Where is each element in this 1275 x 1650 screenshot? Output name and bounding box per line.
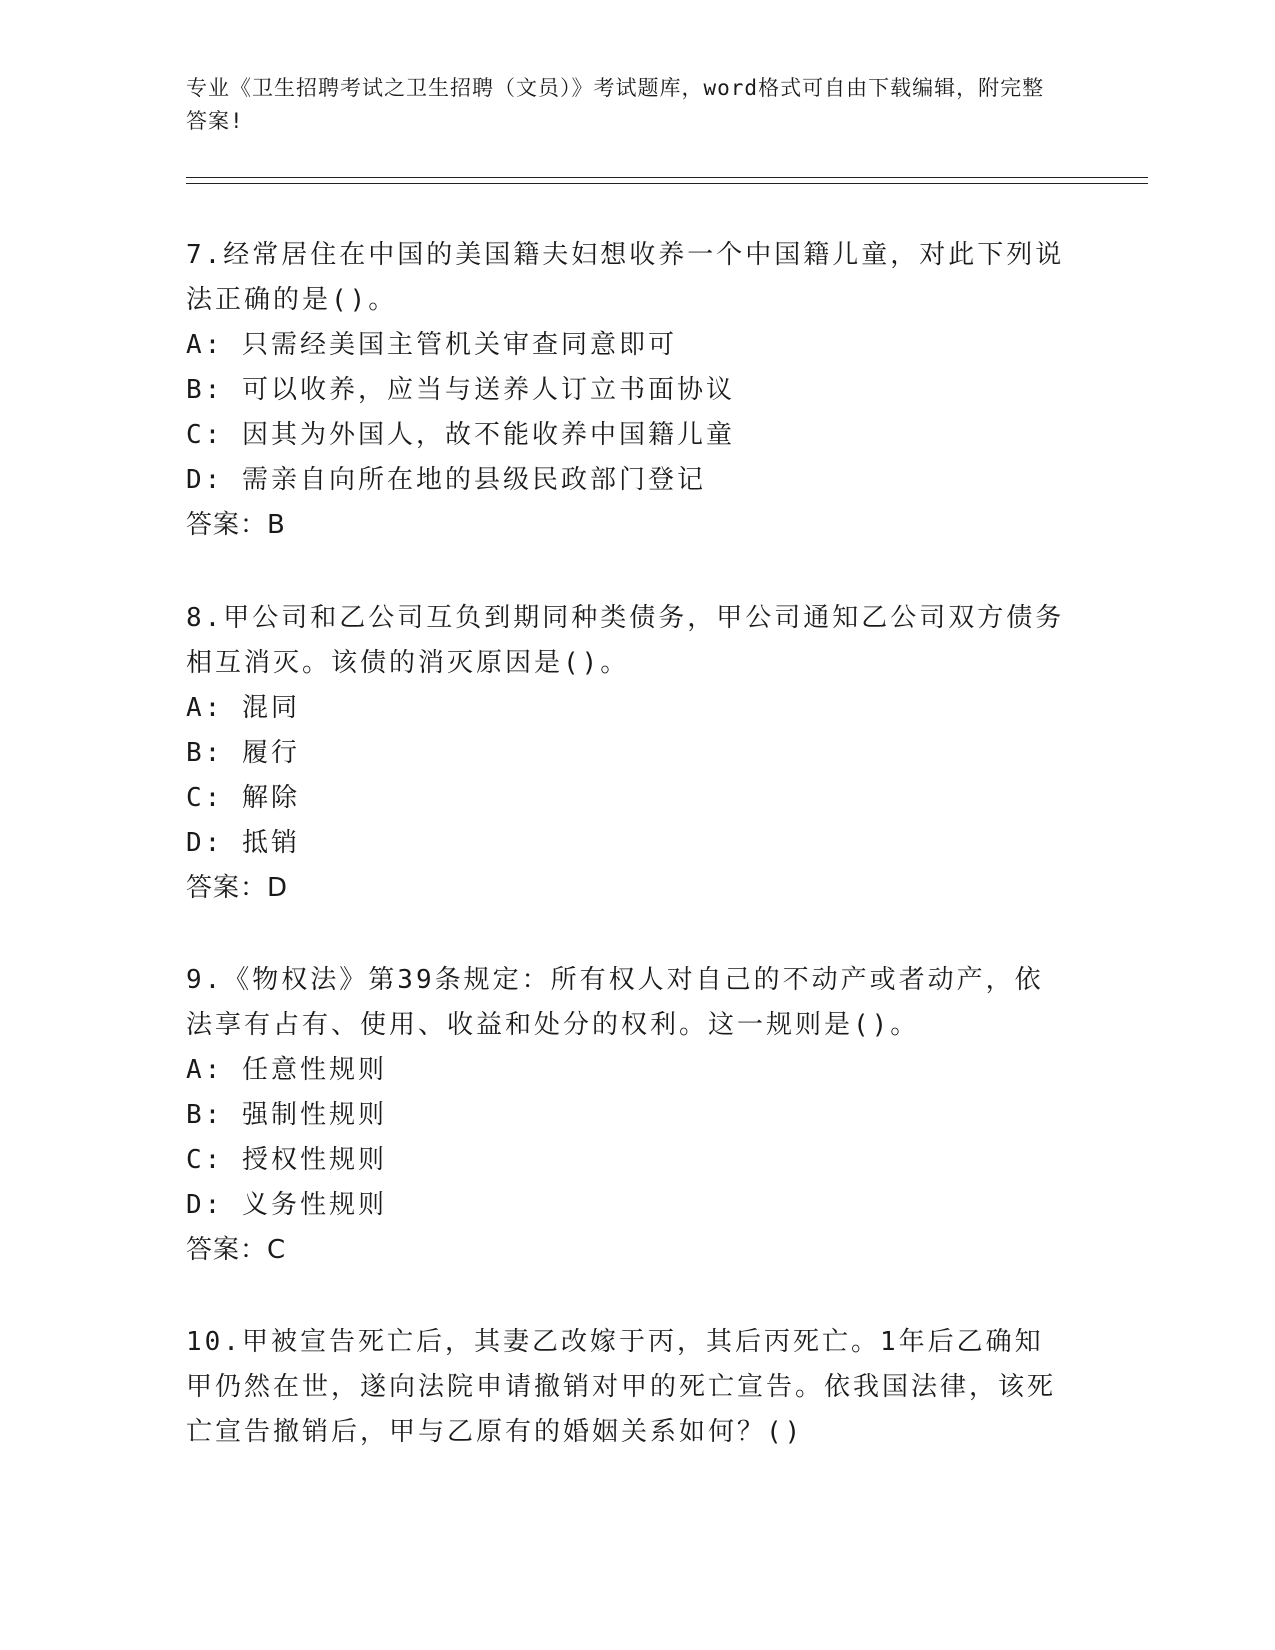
question-8 bbox=[186, 596, 1066, 911]
option-a: A: 任意性规则 bbox=[186, 1055, 387, 1085]
document-header: 专业《卫生招聘考试之卫生招聘（文员）》考试题库，word格式可自由下载编辑，附完整答案! bbox=[186, 76, 1045, 133]
option-a: A: 只需经美国主管机关审查同意即可 bbox=[186, 330, 677, 360]
answer: 答案：D bbox=[186, 873, 289, 903]
option-a: A: 混同 bbox=[186, 693, 300, 723]
question-7 bbox=[186, 233, 1066, 548]
option-b: B: 强制性规则 bbox=[186, 1100, 387, 1130]
question-stem: 7.经常居住在中国的美国籍夫妇想收养一个中国籍儿童，对此下列说法正确的是()。 bbox=[186, 240, 1065, 315]
option-d: D: 义务性规则 bbox=[186, 1190, 387, 1220]
option-c: C: 授权性规则 bbox=[186, 1145, 387, 1175]
option-c: C: 解除 bbox=[186, 783, 300, 813]
question-stem: 9.《物权法》第39条规定：所有权人对自己的不动产或者动产，依法享有占有、使用、收益和处分的权利。这一规则是()。 bbox=[186, 965, 1044, 1040]
answer: 答案：B bbox=[186, 510, 286, 540]
option-b: B: 履行 bbox=[186, 738, 300, 768]
option-d: D: 抵销 bbox=[186, 828, 300, 858]
header-divider-bottom bbox=[186, 183, 1148, 184]
answer: 答案：C bbox=[186, 1235, 287, 1265]
option-b: B: 可以收养，应当与送养人订立书面协议 bbox=[186, 375, 735, 405]
question-9 bbox=[186, 958, 1066, 1273]
question-stem: 10.甲被宣告死亡后，其妻乙改嫁于丙，其后丙死亡。1年后乙确知甲仍然在世，遂向法院申请撤销对甲的死亡宣告。依我国法律，该死亡宣告撤销后，甲与乙原有的婚姻关系如何？() bbox=[186, 1327, 1057, 1447]
question-stem: 8.甲公司和乙公司互负到期同种类债务，甲公司通知乙公司双方债务相互消灭。该债的消灭原因是()。 bbox=[186, 603, 1065, 678]
option-c: C: 因其为外国人，故不能收养中国籍儿童 bbox=[186, 420, 735, 450]
question-10 bbox=[186, 1320, 1066, 1455]
header-divider-top bbox=[186, 177, 1148, 178]
option-d: D: 需亲自向所在地的县级民政部门登记 bbox=[186, 465, 706, 495]
